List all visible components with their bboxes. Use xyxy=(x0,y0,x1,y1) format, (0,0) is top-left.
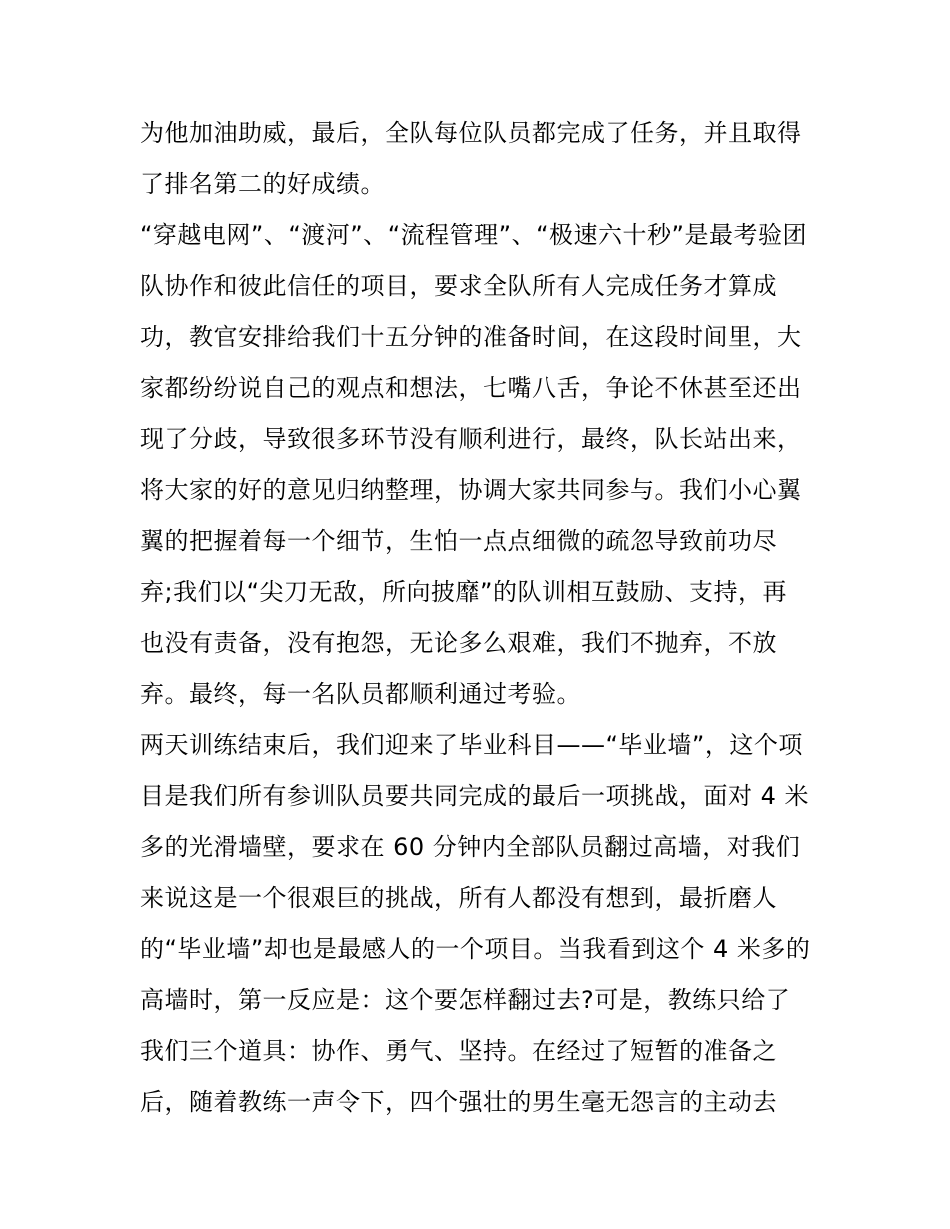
text-line: 两天训练结束后，我们迎来了毕业科目——“毕业墙”，这个项 xyxy=(140,731,803,759)
text-line: 弃;我们以“尖刀无敌，所向披靡”的队训相互鼓励、支持，再 xyxy=(140,578,787,606)
text-line: 目是我们所有参训队员要共同完成的最后一项挑战，面对 4 米 xyxy=(140,782,810,810)
text-line: 后，随着教练一声令下，四个强壮的男生毫无怨言的主动去 xyxy=(140,1088,777,1116)
text-line: 现了分歧，导致很多环节没有顺利进行，最终，队长站出来， xyxy=(140,425,802,453)
text-line: 弃。最终，每一名队员都顺利通过考验。 xyxy=(140,680,581,708)
text-line: 来说这是一个很艰巨的挑战，所有人都没有想到，最折磨人 xyxy=(140,884,777,912)
text-line: 翼的把握着每一个细节，生怕一点点细微的疏忽导致前功尽 xyxy=(140,527,777,555)
text-line: 多的光滑墙壁，要求在 60 分钟内全部队员翻过高墙，对我们 xyxy=(140,833,801,861)
text-line: 也没有责备，没有抱怨，无论多么艰难，我们不抛弃，不放 xyxy=(140,629,777,657)
text-line: 我们三个道具：协作、勇气、坚持。在经过了短暂的准备之 xyxy=(140,1037,777,1065)
text-line: 功，教官安排给我们十五分钟的准备时间，在这段时间里，大 xyxy=(140,323,802,351)
text-line: 为他加油助威，最后，全队每位队员都完成了任务，并且取得 xyxy=(140,119,802,147)
text-line: 的“毕业墙”却也是最感人的一个项目。当我看到这个 4 米多的 xyxy=(140,935,811,963)
text-line: 队协作和彼此信任的项目，要求全队所有人完成任务才算成 xyxy=(140,272,777,300)
text-line: 将大家的好的意见归纳整理，协调大家共同参与。我们小心翼 xyxy=(140,476,802,504)
text-line: 家都纷纷说自己的观点和想法，七嘴八舌，争论不休甚至还出 xyxy=(140,374,802,402)
body-text xyxy=(140,108,820,1128)
text-line: 高墙时，第一反应是：这个要怎样翻过去?可是，教练只给了 xyxy=(140,986,791,1014)
text-line: 了排名第二的好成绩。 xyxy=(140,170,385,198)
text-line: “穿越电网”、“渡河”、“流程管理”、“极速六十秒”是最考验团 xyxy=(140,221,807,249)
